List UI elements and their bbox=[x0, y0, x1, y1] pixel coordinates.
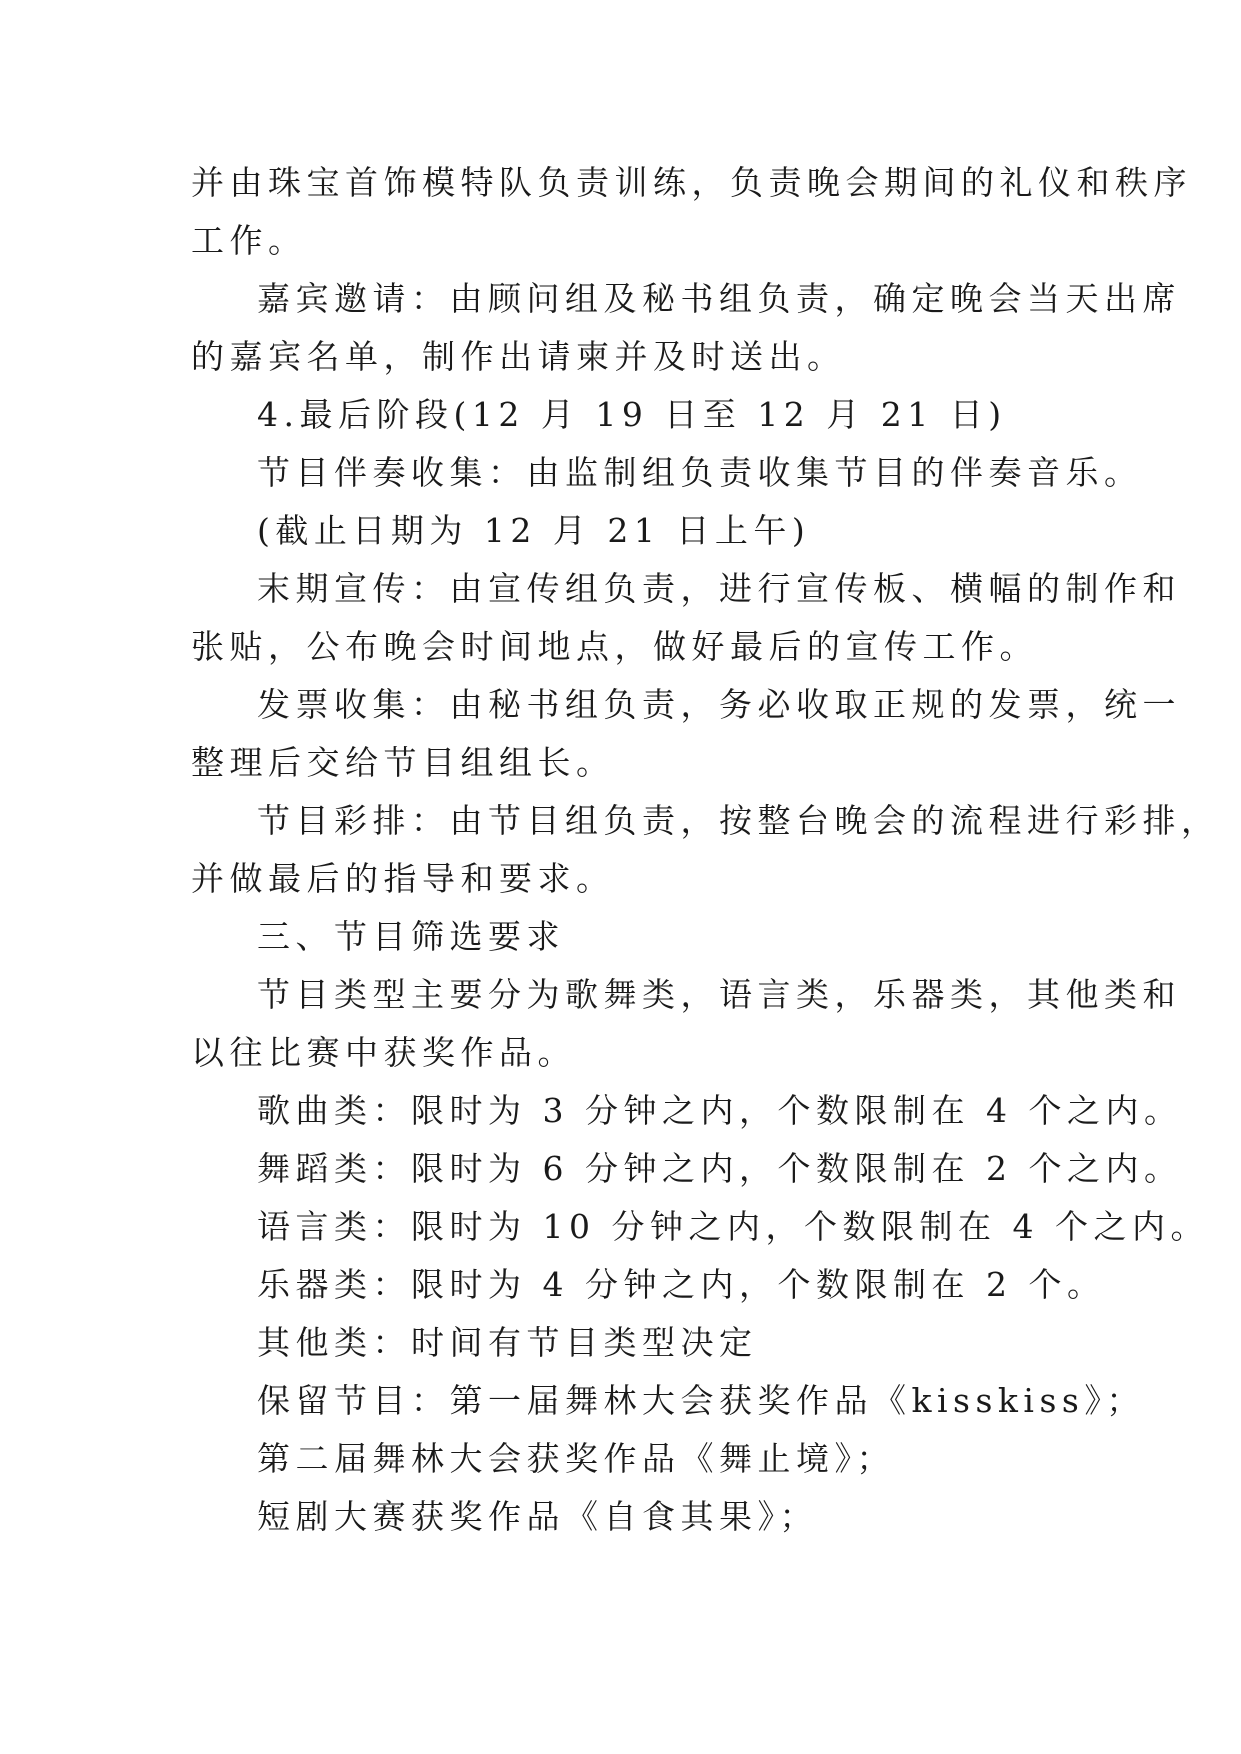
paragraph-line: 节目彩排：由节目组负责，按整台晚会的流程进行彩排， bbox=[257, 801, 1220, 840]
paragraph-line: 乐器类：限时为 4 分钟之内，个数限制在 2 个。 bbox=[257, 1265, 1106, 1304]
paragraph-line: 整理后交给节目组组长。 bbox=[191, 743, 615, 782]
paragraph-line: 语言类：限时为 10 分钟之内，个数限制在 4 个之内。 bbox=[257, 1207, 1209, 1246]
paragraph-line: 舞蹈类：限时为 6 分钟之内，个数限制在 2 个之内。 bbox=[257, 1149, 1183, 1188]
paragraph-line: 以往比赛中获奖作品。 bbox=[191, 1033, 576, 1072]
paragraph-line: 其他类：时间有节目类型决定 bbox=[257, 1323, 758, 1362]
paragraph-line: 短剧大赛获奖作品《自食其果》； bbox=[257, 1497, 818, 1536]
paragraph-line: 节目伴奏收集：由监制组负责收集节目的伴奏音乐。 bbox=[257, 453, 1143, 492]
paragraph-line: 第二届舞林大会获奖作品《舞止境》； bbox=[257, 1439, 895, 1478]
paragraph-line: 的嘉宾名单，制作出请柬并及时送出。 bbox=[191, 337, 846, 376]
paragraph-line: 保留节目：第一届舞林大会获奖作品《kisskiss》； bbox=[257, 1381, 1145, 1420]
paragraph-line: 工作。 bbox=[191, 221, 307, 260]
paragraph-line: 张贴，公布晚会时间地点，做好最后的宣传工作。 bbox=[191, 627, 1038, 666]
paragraph-line: (截止日期为 12 月 21 日上午) bbox=[257, 511, 811, 550]
section-heading: 三、节目筛选要求 bbox=[257, 917, 565, 956]
paragraph-line: 歌曲类：限时为 3 分钟之内，个数限制在 4 个之内。 bbox=[257, 1091, 1183, 1130]
paragraph-line: 并由珠宝首饰模特队负责训练，负责晚会期间的礼仪和秩序 bbox=[191, 163, 1192, 202]
paragraph-line: 末期宣传：由宣传组负责，进行宣传板、横幅的制作和 bbox=[257, 569, 1181, 608]
section-heading: 4.最后阶段(12 月 19 日至 12 月 21 日) bbox=[257, 395, 1007, 434]
paragraph-line: 节目类型主要分为歌舞类，语言类，乐器类，其他类和 bbox=[257, 975, 1181, 1014]
paragraph-line: 并做最后的指导和要求。 bbox=[191, 859, 615, 898]
paragraph-line: 发票收集：由秘书组负责，务必收取正规的发票，统一 bbox=[257, 685, 1181, 724]
paragraph-line: 嘉宾邀请：由顾问组及秘书组负责，确定晚会当天出席 bbox=[257, 279, 1181, 318]
